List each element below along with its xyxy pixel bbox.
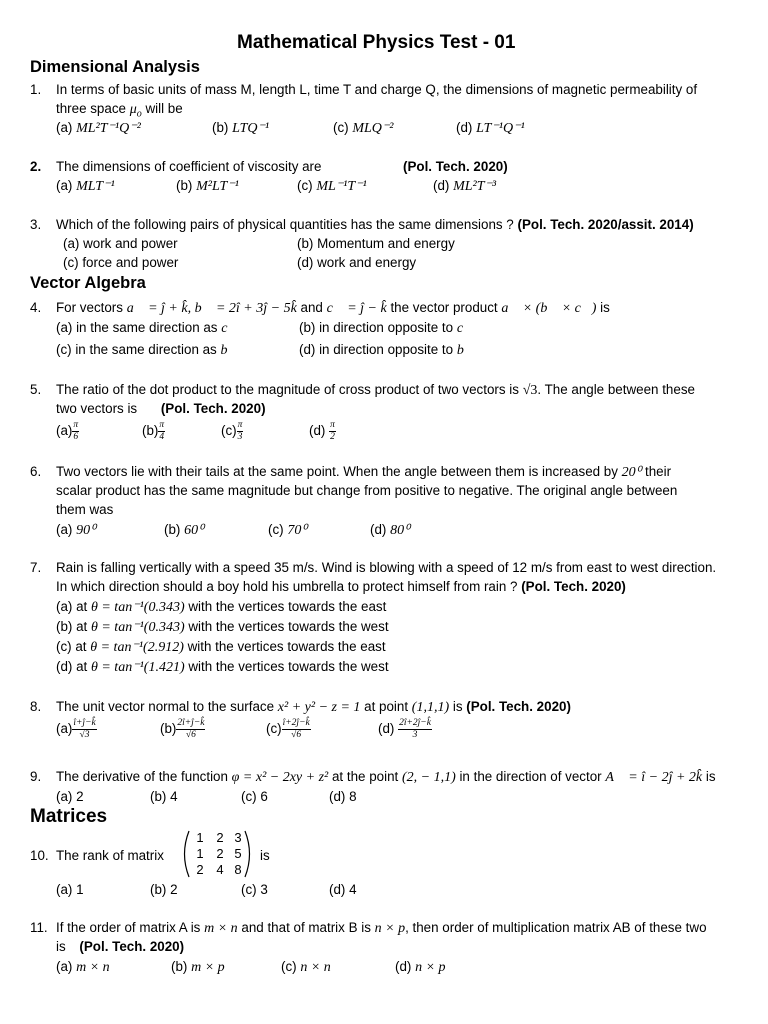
- question-number: 2.: [30, 159, 42, 174]
- option-a[interactable]: [56, 420, 79, 443]
- text-fragment: and: [296, 300, 327, 315]
- option-math: n × p: [415, 960, 446, 975]
- option-a[interactable]: [56, 957, 110, 977]
- option-a[interactable]: [56, 718, 97, 741]
- question-1: [30, 80, 41, 99]
- option-argument: (0.343): [143, 600, 185, 615]
- option-label: (c): [268, 522, 288, 537]
- question-number: 11.: [30, 920, 48, 935]
- option-c[interactable]: [56, 637, 386, 657]
- math-expression: √3: [522, 383, 538, 398]
- option-math: b⃗: [220, 343, 239, 358]
- option-math: ML²T⁻³: [453, 179, 497, 194]
- option-d[interactable]: (d) 4: [329, 882, 357, 897]
- question-text: [56, 767, 716, 787]
- option-a[interactable]: (a) 1: [56, 882, 84, 897]
- option-b[interactable]: [160, 718, 205, 741]
- option-a[interactable]: [56, 520, 96, 540]
- fraction-denominator: 2: [330, 432, 335, 442]
- question-text: The dimensions of coefficient of viscosity are: [56, 159, 322, 174]
- text-fragment: The derivative of the function: [56, 769, 232, 784]
- math-symbol: μ: [129, 102, 137, 117]
- option-label: (c): [221, 423, 237, 439]
- option-a[interactable]: [56, 176, 115, 196]
- option-label: (d): [456, 120, 477, 135]
- option-d[interactable]: [395, 957, 446, 977]
- question-text: [56, 298, 610, 318]
- text-fragment: For vectors: [56, 300, 127, 315]
- option-c[interactable]: (c) force and power: [63, 255, 179, 270]
- text-fragment: The unit vector normal to the surface: [56, 699, 278, 714]
- text-fragment: the vector product: [386, 300, 502, 315]
- text-fragment: In which direction should a boy hold his umbrella to protect himself from rain ?: [56, 579, 518, 594]
- option-math: b⃗: [456, 343, 475, 358]
- option-argument: (0.343): [143, 620, 185, 635]
- option-a[interactable]: (a) 2: [56, 789, 84, 804]
- text-fragment: Two vectors lie with their tails at the same point. When the angle between them is increased by: [56, 464, 622, 479]
- option-label: (b): [212, 120, 233, 135]
- option-text: with the vertices towards the east: [183, 639, 386, 654]
- option-math: θ = tan⁻¹: [90, 620, 144, 635]
- math-expression: a⃗ × (b⃗ × c⃗): [501, 301, 597, 316]
- text-fragment: in the direction of vector: [455, 769, 606, 784]
- exam-tag: (Pol. Tech. 2020): [521, 579, 626, 594]
- question-text: Rain is falling vertically with a speed 35 m/s. Wind is blowing with a speed of 12 m/s from east to west direction.: [56, 560, 717, 575]
- option-c[interactable]: [221, 420, 243, 443]
- question-text: scalar product has the same magnitude but change from positive to negative. The original angle between: [56, 483, 678, 498]
- math-expression: A⃗ = î − 2ĵ + 2k̂: [605, 770, 703, 785]
- option-math: θ = tan⁻¹: [90, 600, 144, 615]
- option-math: 80⁰: [390, 523, 410, 538]
- option-math: LTQ⁻¹: [232, 121, 270, 136]
- question-text: [56, 399, 266, 418]
- option-label: (b): [142, 423, 159, 439]
- question-text: [56, 697, 571, 717]
- option-c[interactable]: [333, 118, 394, 138]
- question-number: 10.: [30, 848, 49, 863]
- option-d[interactable]: [56, 657, 389, 677]
- option-c[interactable]: [266, 718, 311, 741]
- option-label: (c) in the same direction as: [56, 342, 221, 357]
- option-a[interactable]: (a) work and power: [63, 236, 178, 251]
- option-c[interactable]: [297, 176, 367, 196]
- option-c[interactable]: [56, 340, 238, 360]
- option-label: (d) at: [56, 659, 91, 674]
- text-fragment: . The angle between these: [537, 382, 695, 397]
- text-fragment: If the order of matrix A is: [56, 920, 205, 935]
- option-math: MLQ⁻²: [352, 121, 394, 136]
- math-expression: c⃗ = ĵ − k̂: [326, 301, 387, 316]
- option-d[interactable]: [378, 718, 432, 741]
- math-expression: (1,1,1): [411, 700, 450, 715]
- question-text: [56, 215, 694, 234]
- matrix-cell: 1: [196, 846, 204, 861]
- fraction: [72, 718, 96, 741]
- option-math: θ = tan⁻¹: [90, 660, 144, 675]
- option-math: θ = tan⁻¹: [90, 640, 144, 655]
- question-number: 1.: [30, 82, 42, 97]
- option-label: (c) at: [56, 639, 91, 654]
- math-expression: (2, − 1,1): [401, 770, 456, 785]
- math-expression: φ = x² − 2xy + z²: [231, 770, 329, 785]
- matrix-grid: [190, 830, 246, 878]
- option-text: with the vertices towards the east: [184, 599, 387, 614]
- option-label: (a): [56, 178, 77, 193]
- option-b[interactable]: [164, 520, 204, 540]
- text-fragment: is: [596, 300, 610, 315]
- option-label: (a) in the same direction as: [56, 320, 222, 335]
- option-label: (b): [171, 959, 192, 974]
- question-number: 7.: [30, 560, 42, 575]
- option-label: (a): [56, 120, 77, 135]
- option-label: (d) in direction opposite to: [299, 342, 457, 357]
- exam-tag: (Pol. Tech. 2020): [160, 401, 266, 416]
- option-label: (a): [56, 522, 77, 537]
- question-text: [56, 462, 671, 482]
- text-fragment: The ratio of the dot product to the magnitude of cross product of two vectors is: [56, 382, 523, 397]
- option-math: c⃗: [221, 321, 239, 336]
- option-label: (a): [56, 721, 73, 737]
- fraction: [282, 718, 311, 741]
- question-number: 5.: [30, 382, 42, 397]
- matrix-cell: 4: [216, 862, 224, 877]
- option-label: (a): [56, 959, 77, 974]
- math-expression: n × p: [374, 921, 406, 936]
- option-math: 60⁰: [184, 523, 204, 538]
- option-math: n × n: [300, 960, 331, 975]
- matrix-cell: 2: [196, 862, 204, 877]
- option-math: 70⁰: [287, 523, 307, 538]
- fraction-numerator: π: [73, 420, 79, 430]
- option-label: (b) at: [56, 619, 91, 634]
- fraction-denominator: 4: [159, 432, 165, 442]
- text-fragment: is: [702, 769, 716, 784]
- fraction: [329, 420, 336, 443]
- option-label: (b): [160, 721, 177, 737]
- option-label: (d): [378, 721, 399, 737]
- fraction: [237, 420, 244, 443]
- matrix-cell: 5: [234, 846, 242, 861]
- math-expression: a⃗ = ĵ + k̂, b⃗ = 2î + 3ĵ − 5k̂: [126, 301, 297, 316]
- option-label: (b): [176, 178, 197, 193]
- option-b[interactable]: (b) 2: [150, 882, 178, 897]
- fraction-denominator: 6: [73, 432, 79, 442]
- fraction-numerator: π: [237, 420, 243, 430]
- option-math: LT⁻¹Q⁻¹: [476, 121, 525, 136]
- fraction: [176, 718, 205, 741]
- option-d[interactable]: (d) 8: [329, 789, 357, 804]
- option-label: (b) in direction opposite to: [299, 320, 457, 335]
- text-fragment: and that of matrix B is: [237, 920, 375, 935]
- option-b[interactable]: [176, 176, 239, 196]
- option-d[interactable]: [433, 176, 496, 196]
- matrix-cell: 3: [234, 830, 242, 845]
- option-c[interactable]: (c) 6: [241, 789, 268, 804]
- question-number: 8.: [30, 699, 42, 714]
- option-math: ML²T⁻¹Q⁻²: [76, 121, 141, 136]
- fraction-denominator: √6: [291, 730, 302, 740]
- option-math: ML⁻¹T⁻¹: [316, 179, 367, 194]
- fraction-denominator: 3: [412, 730, 418, 740]
- fraction-numerator: î+2ĵ−k̂: [282, 718, 310, 728]
- matrix-cell: 2: [216, 830, 224, 845]
- text-fragment: two vectors is: [56, 401, 138, 416]
- text-fragment: is: [56, 939, 66, 954]
- text-fragment: at point: [360, 699, 412, 714]
- question-text: In terms of basic units of mass M, length L, time T and charge Q, the dimensions of magnetic permeability of: [56, 82, 698, 97]
- matrix-cell: 1: [196, 830, 204, 845]
- option-b[interactable]: [299, 318, 474, 338]
- question-text: [56, 577, 626, 596]
- option-a[interactable]: [56, 318, 238, 338]
- math-expression: 20⁰: [621, 465, 642, 480]
- option-c[interactable]: (c) 3: [241, 882, 268, 897]
- option-b[interactable]: [171, 957, 225, 977]
- option-label: (d): [309, 423, 330, 439]
- exam-tag: (Pol. Tech. 2020): [403, 159, 508, 174]
- exam-tag: (Pol. Tech. 2020/assit. 2014): [517, 217, 694, 232]
- option-label: (c): [266, 721, 282, 737]
- text-fragment: Which of the following pairs of physical quantities has the same dimensions ?: [56, 217, 514, 232]
- fraction: [398, 718, 432, 741]
- option-c[interactable]: [281, 957, 331, 977]
- fraction-numerator: 2î+2ĵ−k̂: [399, 718, 431, 728]
- exam-tag: (Pol. Tech. 2020): [79, 939, 185, 954]
- option-label: (d): [433, 178, 454, 193]
- option-label: (c): [281, 959, 301, 974]
- question-number: 3.: [30, 217, 42, 232]
- fraction-denominator: √6: [185, 730, 196, 740]
- option-label: (c): [297, 178, 317, 193]
- matrix-cell: 2: [216, 846, 224, 861]
- option-label: (b): [164, 522, 185, 537]
- text-fragment: , then order of multiplication matrix AB of these two: [405, 920, 707, 935]
- option-math: MLT⁻¹: [76, 179, 115, 194]
- matrix: [180, 830, 254, 878]
- option-text: with the vertices towards the west: [184, 659, 389, 674]
- option-math: M²LT⁻¹: [196, 179, 239, 194]
- option-b[interactable]: (b) Momentum and energy: [297, 236, 455, 251]
- fraction-denominator: 3: [237, 432, 243, 442]
- option-label: (d): [395, 959, 416, 974]
- option-b[interactable]: (b) 4: [150, 789, 178, 804]
- option-b[interactable]: [142, 420, 165, 443]
- question-text: [56, 918, 707, 938]
- fraction-denominator: √3: [79, 730, 90, 740]
- option-d[interactable]: [299, 340, 475, 360]
- question-text: The rank of matrix: [56, 848, 164, 863]
- option-b[interactable]: [56, 617, 389, 637]
- text-fragment: three space: [56, 101, 130, 116]
- question-text: them was: [56, 502, 114, 517]
- option-a[interactable]: [56, 597, 386, 617]
- option-b[interactable]: [212, 118, 269, 138]
- question-number: 6.: [30, 464, 42, 479]
- fraction-numerator: π: [159, 420, 165, 430]
- text-fragment: will be: [141, 101, 183, 116]
- exam-tag: (Pol. Tech. 2020): [466, 699, 571, 714]
- text-fragment: is: [449, 699, 467, 714]
- math-expression: x² + y² − z = 1: [277, 700, 361, 715]
- fraction-numerator: 2î+ĵ−k̂: [177, 718, 205, 728]
- option-d[interactable]: (d) work and energy: [297, 255, 417, 270]
- fraction-numerator: î+ĵ−k̂: [73, 718, 96, 728]
- math-expression: m × n: [204, 921, 238, 936]
- question-number: 4.: [30, 300, 42, 315]
- section-heading-matrices: Matrices: [30, 806, 108, 827]
- option-label: (d): [370, 522, 391, 537]
- fraction-numerator: π: [330, 420, 335, 430]
- option-math: 90⁰: [76, 523, 96, 538]
- option-c[interactable]: [268, 520, 307, 540]
- option-math: m × n: [76, 960, 110, 975]
- page-title: Mathematical Physics Test - 01: [237, 32, 516, 53]
- option-d[interactable]: [456, 118, 525, 138]
- text-fragment: at the point: [328, 769, 402, 784]
- option-math: c⃗: [456, 321, 474, 336]
- fraction: [158, 420, 165, 443]
- option-text: with the vertices towards the west: [184, 619, 389, 634]
- option-label: (a) at: [56, 599, 91, 614]
- question-number: 9.: [30, 769, 42, 784]
- option-math: m × p: [191, 960, 225, 975]
- option-label: (a): [56, 423, 73, 439]
- option-argument: (1.421): [143, 660, 185, 675]
- fraction: [72, 420, 79, 443]
- option-a[interactable]: [56, 118, 141, 138]
- option-d[interactable]: [309, 420, 336, 443]
- option-argument: (2.912): [143, 640, 184, 655]
- option-d[interactable]: [370, 520, 410, 540]
- question-text: is: [260, 848, 270, 863]
- math-subscript: o: [136, 108, 142, 120]
- section-heading-vector-algebra: Vector Algebra: [30, 274, 146, 292]
- matrix-cell: 8: [234, 862, 242, 877]
- section-heading-dimensional-analysis: Dimensional Analysis: [30, 58, 200, 76]
- question-text: [56, 937, 184, 956]
- text-fragment: their: [641, 464, 672, 479]
- option-label: (c): [333, 120, 353, 135]
- question-text: [56, 380, 695, 400]
